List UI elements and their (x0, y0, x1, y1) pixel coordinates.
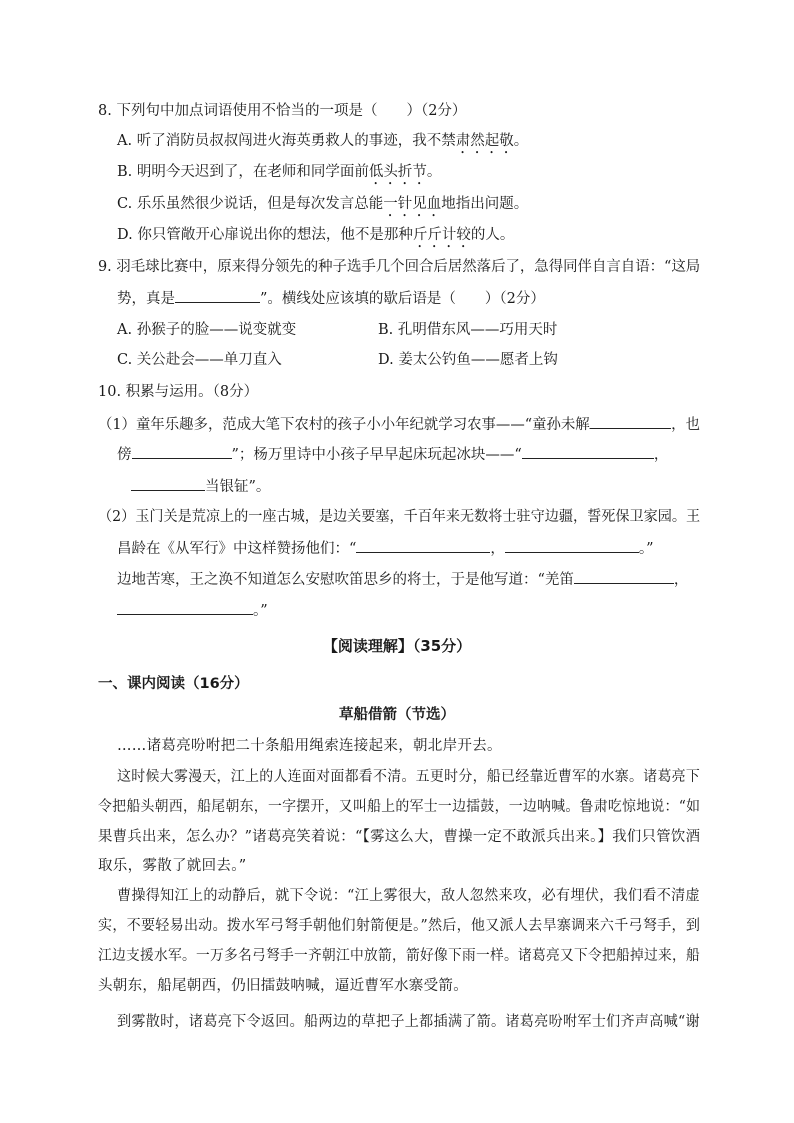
q8-d-dotted: 斤斤计较 (412, 227, 471, 243)
passage-para3-line1: 到雾散时，诸葛亮下令返回。船两边的草把子上都插满了箭。诸葛亮吩咐军士们齐声高喊“谢 (117, 1014, 700, 1030)
q9-option-b: B. 孔明借东风——巧用天时 (378, 322, 558, 338)
q10-p1-line1 (98, 414, 700, 435)
q10-blank-4[interactable] (131, 476, 205, 491)
passage-para2-line4: 头朝东，船尾朝西，仍旧擂鼓呐喊，逼近曹军水寨受箭。 (98, 978, 468, 994)
q9-option-d: D. 姜太公钓鱼——愿者上钩 (378, 352, 558, 368)
q10-p2-l2-text: 昌龄在《从军行》中这样赞扬他们：“ (117, 541, 357, 557)
q10-p2-line4 (117, 600, 268, 621)
q8-option-c (117, 194, 528, 220)
q10-p2-l2-end: 。” (638, 541, 654, 557)
q10-blank-2[interactable] (132, 444, 232, 459)
q8-c-end: 地指出问题。 (441, 196, 529, 212)
q10-p2-l3-end: ， (673, 572, 689, 588)
q8-option-d (117, 225, 514, 251)
q10-p1-l1-text: （1）童年乐趣多，范成大笔下农村的孩子小小年纪就学习农事——“童孙未解 (98, 417, 590, 433)
q10-p1-l1-end: ，也 (671, 417, 700, 433)
q9-answer-blank[interactable] (175, 288, 260, 303)
q10-p2-l3-text: 边地苦寒，王之涣不知道怎么安慰吹笛思乡的将士，于是他写道：“羌笛 (117, 572, 574, 588)
q10-p2-l4-end: 。” (253, 603, 268, 619)
q9-stem-line1: 9. 羽毛球比赛中，原来得分领先的种子选手几个回合后居然落后了，急得同伴自言自语：“这局 (98, 259, 701, 275)
q10-p2-l2-mid: ， (490, 541, 505, 557)
q10-p2-line1: （2）玉门关是荒凉上的一座古城，是边关要塞，千百年来无数将士驻守边疆，誓死保卫家园。王 (98, 509, 701, 525)
q8-a-dotted: 肃然起敬 (455, 133, 514, 149)
passage-para2-line1: 曹操得知江上的动静后，就下令说：“江上雾很大，敌人忽然来攻，必有埋伏，我们看不清虚 (117, 888, 700, 904)
q10-p1-l2-text: 傍 (117, 447, 132, 463)
q10-p1-l2-mid: ”；杨万里诗中小孩子早早起床玩起冰块——“ (231, 447, 522, 463)
q10-p2-line3 (117, 569, 688, 590)
q8-b-end: 。 (426, 164, 442, 180)
reading-section-title: 【阅读理解】（35分） (322, 637, 472, 655)
passage-para0: ……诸葛亮吩咐把二十条船用绳索连接起来，朝北岸开去。 (117, 738, 502, 754)
q9-option-a: A. 孙猴子的脸——说变就变 (117, 322, 297, 338)
q9-option-c: C. 关公赴会——单刀直入 (117, 352, 282, 368)
passage-title: 草船借箭（节选） (339, 707, 455, 723)
q10-stem: 10. 积累与运用。（8分） (98, 384, 259, 400)
reading-part1-heading: 一、课内阅读（16分） (98, 676, 249, 692)
passage-para1-line3: 果曹兵出来，怎么办？”诸葛亮笑着说：“【雾这么大，曹操一定不敢派兵出来。】我们只管饮酒 (98, 829, 701, 845)
q9-stem2-text: 势，真是 (117, 291, 175, 307)
q10-p2-line2 (117, 538, 654, 559)
passage-para1-line2: 令把船头朝西，船尾朝东，一字摆开，又叫船上的军士一边擂鼓，一边呐喊。鲁肃吃惊地说：“如 (98, 799, 701, 815)
q8-b-text: B. 明明今天迟到了，在老师和同学面前 (117, 164, 369, 180)
q10-blank-6[interactable] (505, 538, 639, 553)
q10-p1-line3 (131, 476, 270, 497)
q8-a-text: A. 听了消防员叔叔闯进火海英勇救人的事迹，我不禁 (117, 133, 456, 149)
q8-c-dotted: 一针见血 (383, 196, 442, 212)
q9-stem-line2 (117, 288, 545, 309)
q8-d-end: 的人。 (470, 227, 515, 243)
q10-p1-l3-end: 当银钲”。 (205, 479, 271, 495)
q8-a-end: 。 (513, 133, 529, 149)
passage-para2-line2: 实，不要轻易出动。拨水军弓弩手朝他们射箭便是。”然后，他又派人去旱寨调来六千弓弩手，到 (98, 918, 701, 934)
q10-blank-3[interactable] (522, 444, 654, 459)
q8-stem: 8. 下列句中加点词语使用不恰当的一项是（ ）（2分） (98, 103, 467, 119)
q8-option-b (117, 162, 441, 188)
passage-para1-line4: 取乐，雾散了就回去。” (98, 858, 247, 874)
q8-option-a (117, 131, 528, 157)
passage-para1-line1: 这时候大雾漫天，江上的人连面对面都看不清。五更时分，船已经靠近曹军的水寨。诸葛亮下 (117, 769, 701, 785)
q10-blank-8[interactable] (117, 600, 253, 615)
q10-p1-line2 (117, 444, 668, 465)
q10-p1-l2-end: ， (653, 447, 669, 463)
q10-blank-7[interactable] (574, 569, 674, 584)
q8-b-dotted: 低头折节 (368, 164, 427, 180)
q10-blank-5[interactable] (356, 538, 490, 553)
q8-c-text: C. 乐乐虽然很少说话，但是每次发言总能 (117, 196, 384, 212)
q10-blank-1[interactable] (590, 414, 671, 429)
q9-stem2-end: ”。横线处应该填的歇后语是（ ）（2分） (260, 291, 545, 307)
passage-para2-line3: 江边支援水军。一万多名弓弩手一齐朝江中放箭，箭好像下雨一样。诸葛亮又下令把船掉过来，船 (98, 948, 701, 964)
q8-d-text: D. 你只管敞开心扉说出你的想法，他不是那种 (117, 227, 413, 243)
